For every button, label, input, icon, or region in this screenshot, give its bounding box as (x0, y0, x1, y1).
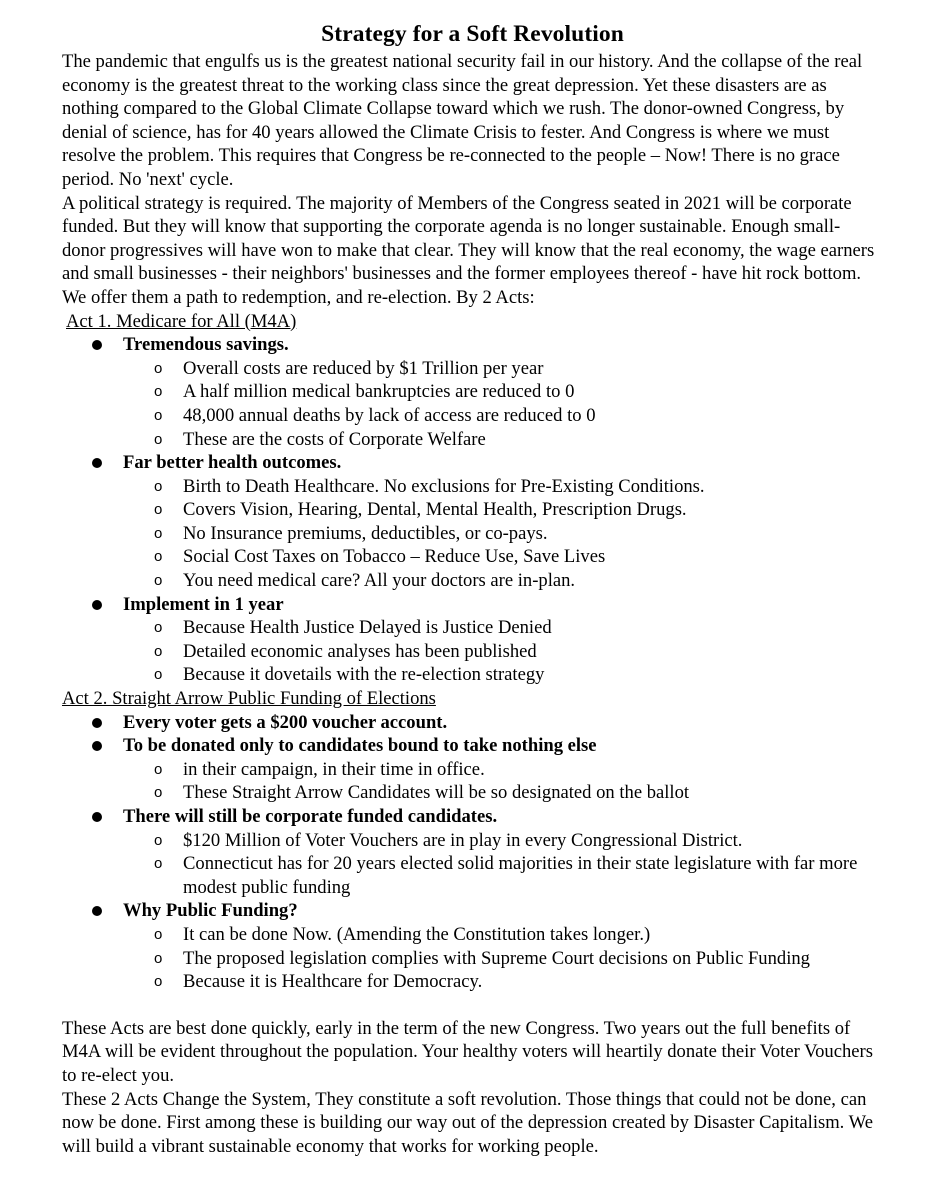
bullet-item (62, 899, 883, 993)
bullet-text: Every voter gets a $200 voucher account. (123, 711, 448, 733)
sub-item: o You need medical care? All your doctors are in-plan. (123, 569, 883, 593)
sub-item: o Because it is Healthcare for Democracy. (123, 970, 883, 994)
sub-item: o It can be done Now. (Amending the Constitution takes longer.) (123, 923, 883, 947)
sub-list (123, 357, 883, 451)
act-2-list (62, 711, 883, 994)
intro-paragraph-1: The pandemic that engulfs us is the greatest national security fail in our history. And the collapse of the real economy is the greatest threat to the working class since the great depression. Yet these disasters are as nothing compared to the Global Climate Collapse toward which we rush. The donor-owned Congress, by denial of science, has for 40 years allowed the Climate Crisis to fester. And Congress is where we must resolve the problem. This requires that Congress be re-connected to the people – Now! There is no grace period. No 'next' cycle. (62, 51, 863, 190)
sub-item: o Overall costs are reduced by $1 Trillion per year (123, 357, 883, 381)
bullet-text: Tremendous savings. (123, 334, 289, 356)
sub-item: o Because Health Justice Delayed is Justice Denied (123, 616, 883, 640)
sub-list (123, 758, 883, 805)
sub-item: o No Insurance premiums, deductibles, or co-pays. (123, 522, 883, 546)
sub-list (123, 829, 883, 900)
bullet-item (62, 593, 883, 687)
bullet-item (62, 333, 883, 451)
document-title: Strategy for a Soft Revolution (321, 21, 624, 47)
sub-item: o in their campaign, in their time in office. (123, 758, 883, 782)
bullet-item (62, 805, 883, 899)
sub-list (123, 475, 883, 593)
sub-item: o Social Cost Taxes on Tobacco – Reduce Use, Save Lives (123, 545, 883, 569)
bullet-text: Why Public Funding? (123, 900, 298, 922)
sub-item: o These are the costs of Corporate Welfare (123, 428, 883, 452)
closing-paragraph-2: These 2 Acts Change the System, They constitute a soft revolution. Those things that could not be done, can now be done. First among these is building our way out of the depression created by Disaster Capitalism. We will build a vibrant sustainable economy that works for working people. (62, 1088, 873, 1157)
sub-item: o The proposed legislation complies with Supreme Court decisions on Public Funding (123, 947, 883, 971)
sub-list (123, 616, 883, 687)
intro-paragraph-2: A political strategy is required. The majority of Members of the Congress seated in 2021 will be corporate funded. But they will know that supporting the corporate agenda is no longer sustainable. Enough small-donor progressives will have won to make that clear. They will know that the real economy, the wage earners and small businesses - their neighbors' businesses and the former employees thereof - have hit rock bottom. We offer them a path to redemption, and re-election. By 2 Acts: (62, 192, 875, 308)
sub-item: o Covers Vision, Hearing, Dental, Mental Health, Prescription Drugs. (123, 498, 883, 522)
act-1-heading: Act 1. Medicare for All (M4A) (66, 310, 297, 332)
bullet-item (62, 711, 883, 735)
sub-item: o These Straight Arrow Candidates will be so designated on the ballot (123, 781, 883, 805)
sub-item: o Because it dovetails with the re-election strategy (123, 663, 883, 687)
sub-list (123, 923, 883, 994)
bullet-text: There will still be corporate funded candidates. (123, 806, 498, 827)
sub-item: o Connecticut has for 20 years elected solid majorities in their state legislature with far more modest public funding (123, 852, 883, 899)
sub-item: o 48,000 annual deaths by lack of access are reduced to 0 (123, 404, 883, 428)
sub-item: o Birth to Death Healthcare. No exclusions for Pre-Existing Conditions. (123, 475, 883, 499)
sub-item: o Detailed economic analyses has been published (123, 640, 883, 664)
spacer (62, 994, 883, 1017)
sub-item: o A half million medical bankruptcies are reduced to 0 (123, 380, 883, 404)
sub-item: o $120 Million of Voter Vouchers are in play in every Congressional District. (123, 829, 883, 853)
bullet-text: Far better health outcomes. (123, 452, 342, 474)
bullet-item (62, 734, 883, 805)
closing-paragraph-1: These Acts are best done quickly, early in the term of the new Congress. Two years out the full benefits of M4A will be evident throughout the population. Your healthy voters will heartily donate their Voter Vouchers to re-elect you. (62, 1017, 873, 1086)
act-1-list (62, 333, 883, 687)
bullet-text: To be donated only to candidates bound to take nothing else (123, 735, 597, 757)
bullet-text: Implement in 1 year (123, 593, 284, 615)
act-2-heading: Act 2. Straight Arrow Public Funding of Elections (62, 688, 436, 710)
bullet-item (62, 451, 883, 593)
